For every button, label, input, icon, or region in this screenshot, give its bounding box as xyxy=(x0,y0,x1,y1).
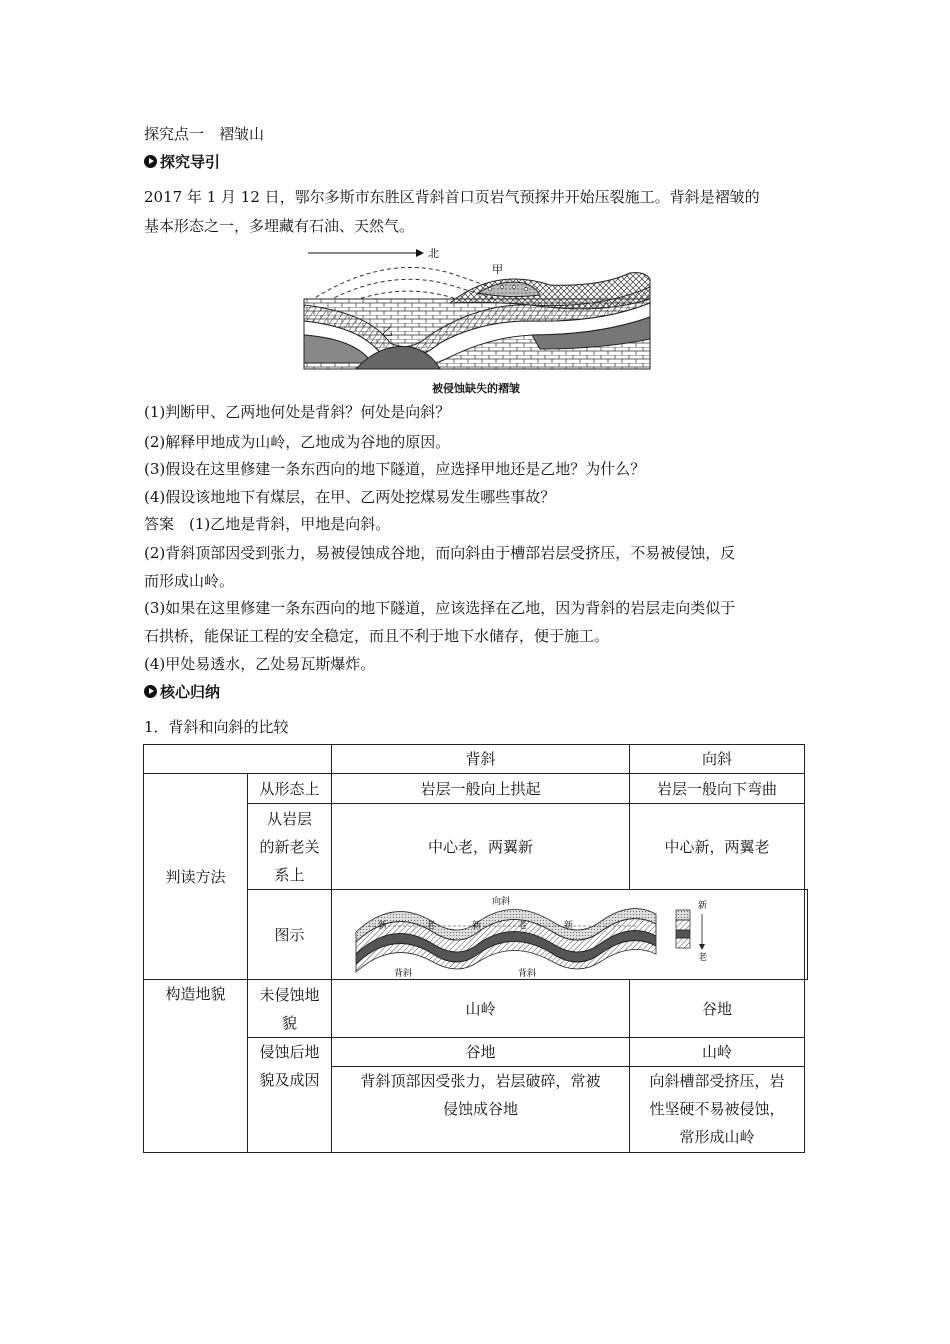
fold-diagram-cell xyxy=(332,890,805,980)
answer-line-1: 答案 (1)乙地是背斜，甲地是向斜。 xyxy=(144,515,391,533)
row-shape-syn: 岩层一般向下弯曲 xyxy=(630,774,805,804)
diagram-old-label: 老 xyxy=(426,920,436,931)
head-anticline: 背斜 xyxy=(332,745,630,774)
answer-line-6: (4)甲处易透水，乙处易瓦斯爆炸。 xyxy=(144,655,376,673)
row-reason-anti-line: 侵蚀成谷地 xyxy=(442,1100,518,1118)
empty-header-cell xyxy=(144,745,332,774)
row-reason-syn-line: 向斜槽部受挤压，岩 xyxy=(649,1072,785,1090)
group-method: 判读方法 xyxy=(144,774,248,980)
guide-heading-text: 探究导引 xyxy=(160,153,221,171)
diagram-syncline-label: 向斜 xyxy=(492,896,511,907)
group-landform: 构造地貌 xyxy=(144,980,248,1153)
head-syncline: 向斜 xyxy=(630,745,805,774)
row-reason-syn-line: 性坚硬不易被侵蚀， xyxy=(649,1100,785,1118)
comparison-table xyxy=(143,744,808,1153)
question-3: (3)假设在这里修建一条东西向的地下隧道，应选择甲地还是乙地？为什么？ xyxy=(144,460,646,478)
row-eroded-syn: 山岭 xyxy=(630,1038,805,1067)
row-eroded-label-line: 貌及成因 xyxy=(259,1071,320,1089)
row-eroded-label-line: 侵蚀后地 xyxy=(259,1043,320,1061)
table-row xyxy=(144,745,808,774)
core-heading-text: 核心归纳 xyxy=(160,683,221,701)
legend-old-label: 老 xyxy=(698,952,708,963)
question-1: (1)判断甲、乙两地何处是背斜？何处是向斜？ xyxy=(144,403,451,421)
diagram-anticline-label: 背斜 xyxy=(518,968,537,978)
table-row xyxy=(144,980,808,1038)
intro-line-1: 2017 年 1 月 12 日，鄂尔多斯市东胜区背斜首口页岩气预探井开始压裂施工。背斜是褶皱的 xyxy=(144,188,760,206)
legend-new-label: 新 xyxy=(698,900,708,911)
row-reason-syn xyxy=(630,1067,805,1153)
arrow-down-icon xyxy=(699,944,705,950)
row-age-label-line: 的新老关 xyxy=(259,837,320,856)
row-reason-anti-line: 背斜顶部因受张力，岩层破碎，常被 xyxy=(360,1072,601,1090)
row-age-label xyxy=(248,804,332,890)
row-eroded-label xyxy=(248,1038,332,1153)
row-reason-syn-line: 常形成山岭 xyxy=(679,1128,755,1146)
diagram-new-label: 新 xyxy=(472,920,482,931)
row-diagram-label: 图示 xyxy=(248,890,332,980)
table-row xyxy=(144,774,808,804)
label-jia: 甲 xyxy=(492,263,503,276)
table-title: 1．背斜和向斜的比较 xyxy=(144,718,289,736)
question-4: (4)假设该地地下有煤层，在甲、乙两处挖煤易发生哪些事故？ xyxy=(144,488,556,506)
diagram-new-label: 新 xyxy=(564,920,574,931)
row-shape-anti: 岩层一般向上拱起 xyxy=(332,774,630,804)
question-2: (2)解释甲地成为山岭，乙地成为谷地的原因。 xyxy=(144,433,451,451)
row-uneroded-syn: 谷地 xyxy=(630,980,805,1038)
row-age-label-line: 系上 xyxy=(274,865,305,884)
row-uneroded-label xyxy=(248,980,332,1038)
figure-caption: 被侵蚀缺失的褶皱 xyxy=(432,382,520,395)
row-uneroded-label-line: 貌 xyxy=(281,1013,297,1032)
row-uneroded-label-line: 未侵蚀地 xyxy=(259,985,320,1004)
play-circle-icon xyxy=(144,685,157,698)
answer-line-4: (3)如果在这里修建一条东西向的地下隧道，应该选择在乙地，因为背斜的岩层走向类似于 xyxy=(144,599,736,617)
section-title: 探究点一 褶皱山 xyxy=(144,125,265,143)
row-age-anti: 中心老，两翼新 xyxy=(332,804,630,890)
guide-heading xyxy=(144,152,220,172)
diagram-new-label: 新 xyxy=(378,920,388,931)
row-shape-label: 从形态上 xyxy=(248,774,332,804)
intro-line-2: 基本形态之一，多埋藏有石油、天然气。 xyxy=(144,217,415,235)
row-age-syn: 中心新，两翼老 xyxy=(630,804,805,890)
play-circle-icon xyxy=(144,155,157,168)
core-heading xyxy=(144,682,220,702)
row-eroded-anti: 谷地 xyxy=(332,1038,630,1067)
fold-diagram-legend-cell xyxy=(805,890,808,980)
fold-diagram xyxy=(338,892,798,978)
row-uneroded-anti: 山岭 xyxy=(332,980,630,1038)
answer-line-3: 而形成山岭。 xyxy=(144,572,235,590)
row-age-label-line: 从岩层 xyxy=(266,809,312,828)
north-label: 北 xyxy=(428,247,439,260)
diagram-old-label: 老 xyxy=(518,920,528,931)
label-yi: 乙 xyxy=(382,325,393,338)
answer-line-2: (2)背斜顶部因受到张力，易被侵蚀成谷地，而向斜由于槽部岩层受挤压，不易被侵蚀，反 xyxy=(144,544,736,562)
diagram-anticline-label: 背斜 xyxy=(394,968,413,978)
eroded-fold-diagram xyxy=(300,243,652,403)
answer-line-5: 石拱桥，能保证工程的安全稳定，而且不利于地下水储存，便于施工。 xyxy=(144,627,610,645)
row-reason-anti xyxy=(332,1067,630,1153)
arrow-head-icon xyxy=(416,249,424,257)
